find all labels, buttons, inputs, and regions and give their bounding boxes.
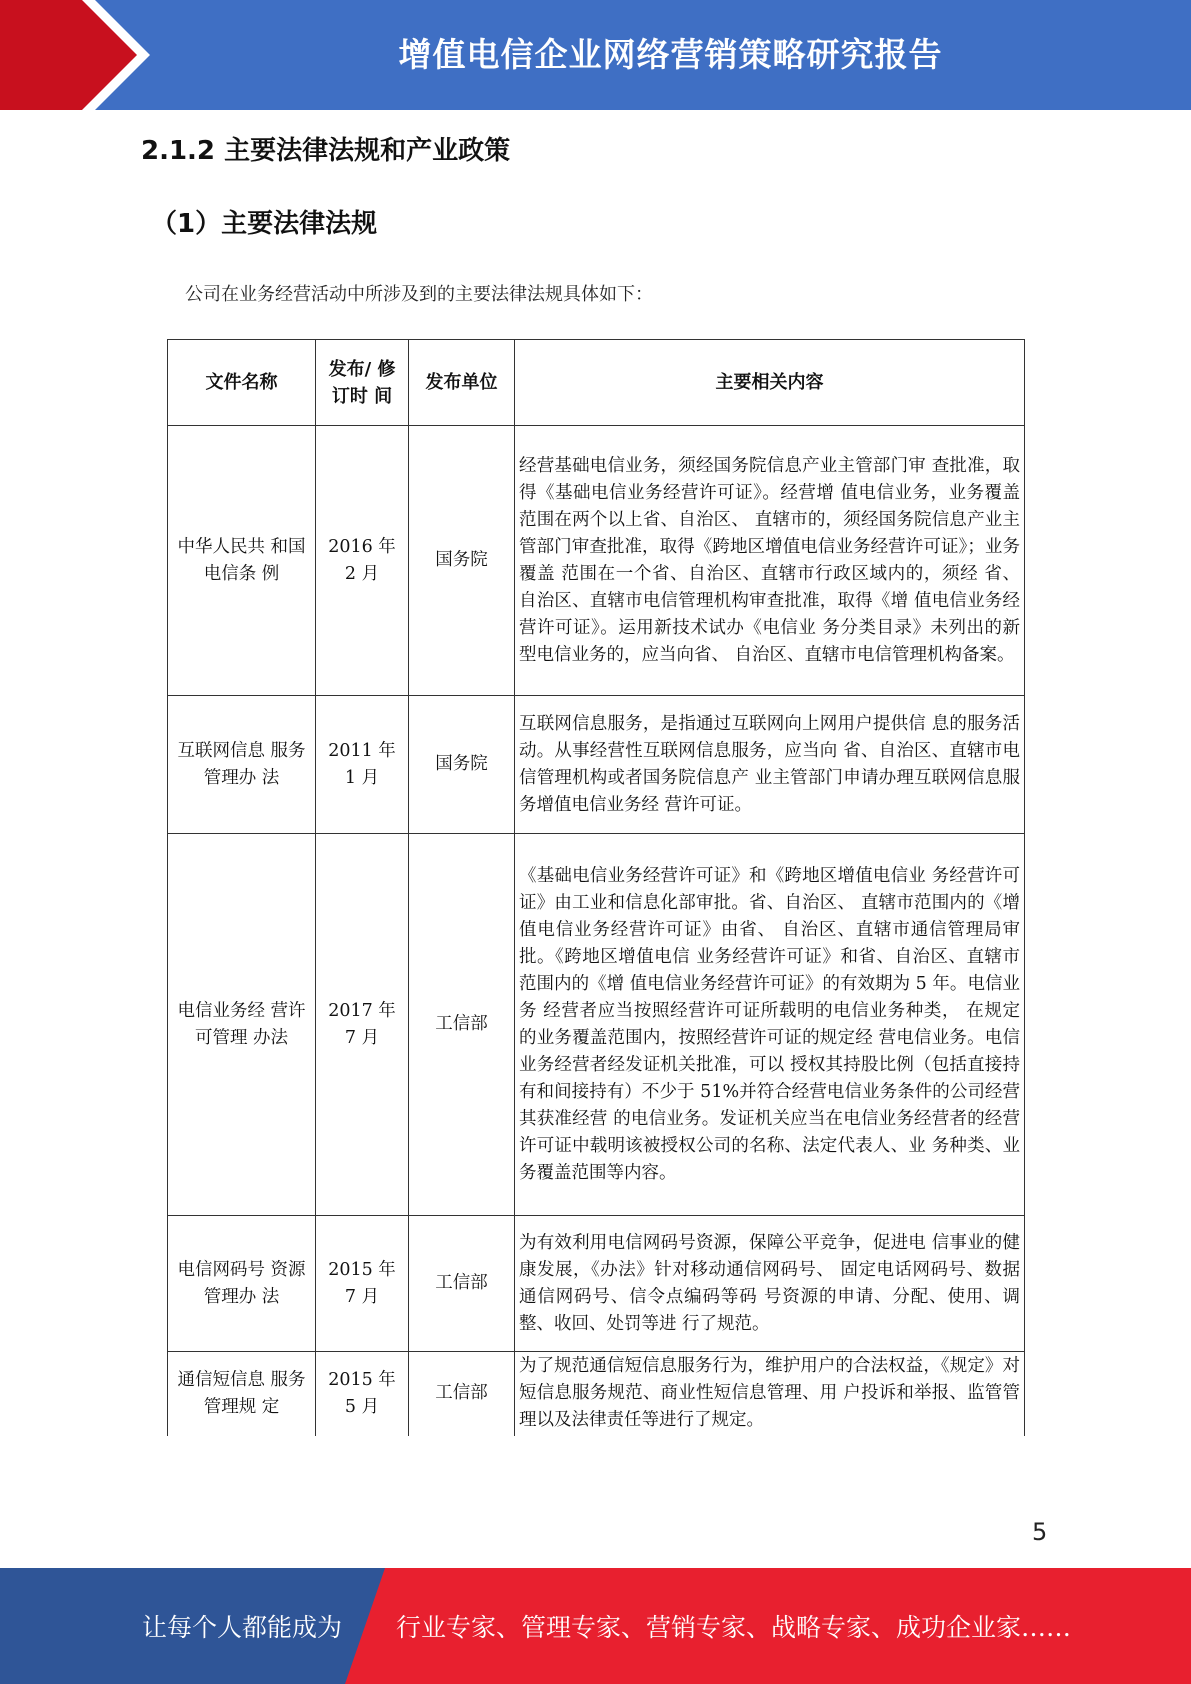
law-content: 经营基础电信业务，须经国务院信息产业主管部门审 查批准，取得《基础电信业务经营许可证》。经营增 值电信业务，业务覆盖范围在两个以上省、自治区、 直辖市的，须经国务院信息产业主管部门审查批准，取得《跨地区增值电信业务经营许可证》；业务覆盖 范围在一个省、自治区、直辖市行政区域内的，须经 省、自治区、直辖市电信管理机构审查批准，取得《增 值电信业务经营许可证》。运用新技术试办《电信业 务分类目录》未列出的新型电信业务的，应当向省、 自治区、直辖市电信管理机构备案。 xyxy=(515,426,1025,696)
table-header-row xyxy=(168,340,1025,426)
table-row xyxy=(168,1216,1025,1352)
law-name: 中华人民共 和国电信条 例 xyxy=(168,426,316,696)
intro-paragraph: 公司在业务经营活动中所涉及到的主要法律法规具体如下： xyxy=(185,284,653,305)
column-header-issuer: 发布单位 xyxy=(409,340,515,426)
table-row xyxy=(168,834,1025,1216)
law-issuer: 工信部 xyxy=(409,834,515,1216)
law-name: 互联网信息 服务管理办 法 xyxy=(168,696,316,834)
law-date: 2015 年 7 月 xyxy=(316,1216,409,1352)
law-name: 通信短信息 服务管理规 定 xyxy=(168,1352,316,1436)
header-banner xyxy=(0,0,1191,110)
law-content: 《基础电信业务经营许可证》和《跨地区增值电信业 务经营许可证》由工业和信息化部审批。省、自治区、 直辖市范围内的《增值电信业务经营许可证》由省、 自治区、直辖市通信管理局审批。《跨地区增值电信 业务经营许可证》和省、自治区、直辖市范围内的《增 值电信业务经营许可证》的有效期为 5 年。电信业务 经营者应当按照经营许可证所载明的电信业务种类， 在规定的业务覆盖范围内，按照经营许可证的规定经 营电信业务。电信业务经营者经发证机关批准，可以 授权其持股比例（包括直接持有和间接持有）不少于 51%并符合经营电信业务条件的公司经营其获准经营 的电信业务。发证机关应当在电信业务经营者的经营 许可证中载明该被授权公司的名称、法定代表人、业 务种类、业务覆盖范围等内容。 xyxy=(515,834,1025,1216)
law-issuer: 工信部 xyxy=(409,1216,515,1352)
law-issuer: 工信部 xyxy=(409,1352,515,1436)
subsection-heading: （1）主要法律法规 xyxy=(151,209,378,239)
law-content: 为有效利用电信网码号资源，保障公平竞争，促进电 信事业的健康发展，《办法》针对移动通信网码号、 固定电话网码号、数据通信网码号、信令点编码等码 号资源的申请、分配、使用、调整、收回、处罚等进 行了规范。 xyxy=(515,1216,1025,1352)
law-content: 互联网信息服务，是指通过互联网向上网用户提供信 息的服务活动。从事经营性互联网信息服务，应当向 省、自治区、直辖市电信管理机构或者国务院信息产 业主管部门申请办理互联网信息服务增值电信业务经 营许可证。 xyxy=(515,696,1025,834)
law-date: 2011 年 1 月 xyxy=(316,696,409,834)
column-header-name: 文件名称 xyxy=(168,340,316,426)
table-row xyxy=(168,1352,1025,1436)
law-issuer: 国务院 xyxy=(409,426,515,696)
header-arrow-icon xyxy=(0,0,150,110)
report-title: 增值电信企业网络营销策略研究报告 xyxy=(398,34,943,74)
column-header-content: 主要相关内容 xyxy=(515,340,1025,426)
footer-banner xyxy=(0,1568,1191,1684)
law-date: 2017 年 7 月 xyxy=(316,834,409,1216)
law-name: 电信业务经 营许可管理 办法 xyxy=(168,834,316,1216)
page-number: 5 xyxy=(1032,1518,1048,1546)
law-date: 2015 年 5 月 xyxy=(316,1352,409,1436)
law-issuer: 国务院 xyxy=(409,696,515,834)
law-name: 电信网码号 资源管理办 法 xyxy=(168,1216,316,1352)
law-date: 2016 年 2 月 xyxy=(316,426,409,696)
table-row xyxy=(168,426,1025,696)
footer-slogan-left: 让每个人都能成为 xyxy=(142,1613,343,1642)
table-row xyxy=(168,696,1025,834)
column-header-date: 发布/ 修订时 间 xyxy=(316,340,409,426)
laws-table xyxy=(167,339,1025,1436)
law-content: 为了规范通信短信息服务行为，维护用户的合法权益，《规定》对短信息服务规范、商业性短信息管理、用 户投诉和举报、监管管理以及法律责任等进行了规定。 xyxy=(515,1352,1025,1436)
section-heading: 2.1.2 主要法律法规和产业政策 xyxy=(141,136,511,166)
footer-slogan-right: 行业专家、管理专家、营销专家、战略专家、成功企业家…… xyxy=(396,1613,1072,1642)
